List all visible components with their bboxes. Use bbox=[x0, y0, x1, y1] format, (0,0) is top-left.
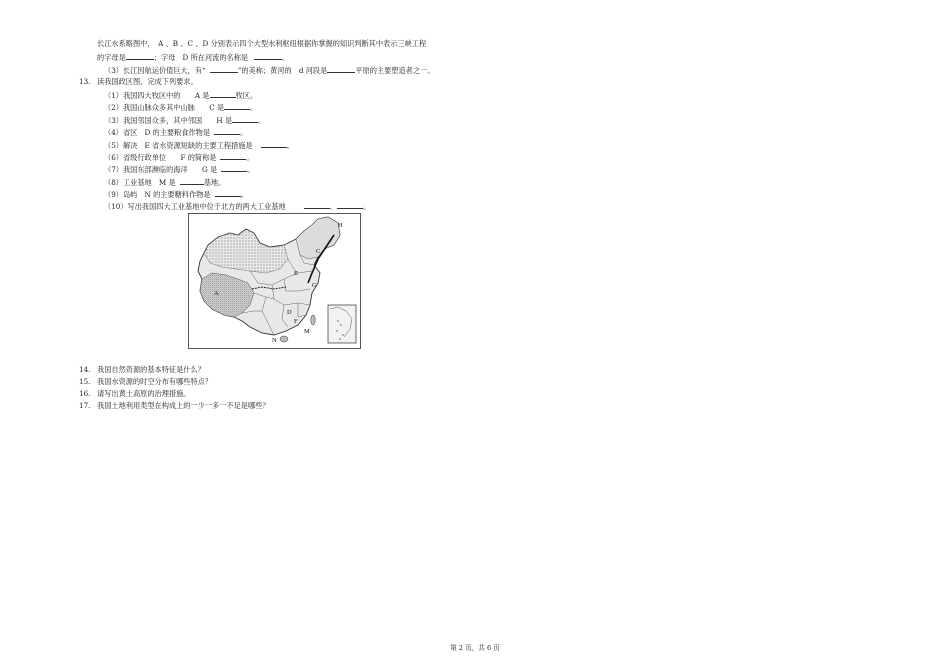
q13-item-text: （4）省区 D 的主要粮食作物是 bbox=[104, 128, 211, 137]
q13-item-end: 。 bbox=[246, 153, 254, 162]
q12-line2-a: 的字母是 bbox=[97, 53, 126, 62]
question-number: 13. bbox=[79, 77, 91, 86]
map-label-c: C bbox=[316, 248, 321, 255]
answer-blank[interactable] bbox=[221, 164, 247, 172]
q13-item-end: 。 bbox=[258, 116, 266, 125]
map-label-e: E bbox=[294, 270, 298, 277]
answer-blank[interactable] bbox=[232, 115, 258, 123]
answer-blank[interactable] bbox=[254, 52, 282, 60]
answer-blank[interactable] bbox=[261, 140, 287, 148]
q13-item-4 bbox=[104, 127, 247, 136]
page-footer: 第 2 页，共 6 页 bbox=[450, 644, 500, 652]
map-label-f: F bbox=[294, 318, 298, 325]
q13-item-end: 。 bbox=[240, 128, 248, 137]
q13-item-text: （10）写出我国四大工业基地中位于北方的两大工业基地 bbox=[104, 202, 286, 211]
q13-item-2 bbox=[104, 102, 257, 111]
q13-item-end: 。 bbox=[250, 103, 258, 112]
q12-line2 bbox=[97, 52, 289, 61]
answer-blank[interactable] bbox=[224, 102, 250, 110]
q13-item-end: 基地。 bbox=[203, 178, 226, 187]
question-number: 15. bbox=[79, 377, 91, 386]
question-number: 14. bbox=[79, 365, 91, 374]
q13-item-9 bbox=[104, 189, 248, 198]
answer-blank[interactable] bbox=[180, 177, 204, 185]
q13-item-text: （1）我国四大牧区中的 A 是 bbox=[104, 91, 210, 100]
q12-line3-b: ”的美称；黄河的 d 河段是 bbox=[237, 66, 328, 75]
q13-item-text: （3）我国邻国众多，其中邻国 H 是 bbox=[104, 116, 233, 125]
answer-blank[interactable] bbox=[337, 201, 363, 209]
q12-line2-b: ；字母 D 所在河流的名称是 bbox=[153, 53, 249, 62]
q13-item-text: （7）我国东部濒临的海洋 G 是 bbox=[104, 165, 218, 174]
q12-line3-c: 平原的主要塑造者之一。 bbox=[355, 66, 435, 75]
q12-line2-end: 。 bbox=[282, 53, 290, 62]
question-14-text: 我国自然资源的基本特征是什么？ bbox=[97, 365, 205, 374]
q13-item-text: （9）岛屿 N 的主要糖料作物是 bbox=[104, 190, 211, 199]
map-label-a: A bbox=[214, 290, 219, 297]
answer-blank[interactable] bbox=[210, 90, 236, 98]
answer-blank[interactable] bbox=[215, 189, 241, 197]
question-17-text: 我国土地利用类型在构成上的一少一多一不足是哪些？ bbox=[97, 401, 270, 410]
q13-item-text: （6）省级行政单位 F 的简称是 bbox=[104, 153, 217, 162]
q13-item-text: （8）工业基地 M 是 bbox=[104, 178, 176, 187]
question-15-text: 我国水资源的时空分布有哪些特点？ bbox=[97, 377, 213, 386]
south-china-sea-inset bbox=[328, 305, 356, 343]
answer-blank[interactable] bbox=[220, 152, 246, 160]
hainan-island bbox=[280, 336, 288, 342]
q13-item-1 bbox=[104, 90, 257, 99]
q13-item-text: （2）我国山脉众多其中山脉 C 是 bbox=[104, 103, 225, 112]
map-label-g: G bbox=[312, 282, 317, 289]
q13-item-3 bbox=[104, 115, 265, 124]
q13-item-8 bbox=[104, 177, 225, 186]
q13-item-end: 。 bbox=[240, 190, 248, 199]
china-political-map bbox=[188, 213, 361, 349]
q13-item-6 bbox=[104, 152, 254, 161]
answer-blank[interactable] bbox=[126, 52, 154, 60]
map-label-n: N bbox=[272, 337, 277, 344]
q13-item-end: 牧区。 bbox=[235, 91, 258, 100]
question-number: 17. bbox=[79, 401, 91, 410]
answer-blank[interactable] bbox=[210, 65, 238, 73]
q12-line3-a: （3）长江因航运价值巨大，有“ bbox=[104, 66, 206, 75]
question-number: 16. bbox=[79, 389, 91, 398]
q13-item-end: 。 bbox=[247, 165, 255, 174]
answer-blank[interactable] bbox=[304, 201, 330, 209]
q12-line3 bbox=[104, 65, 434, 74]
question-16-text: 请写出黄土高原的治理措施。 bbox=[97, 389, 191, 398]
q13-item-end: 。 bbox=[286, 141, 294, 150]
q13-item-5 bbox=[104, 140, 294, 149]
map-label-h: H bbox=[338, 222, 343, 229]
q12-line1: 长江水系略图中， A 、B 、C 、D 分别表示四个大型水利枢纽根据你掌握的知识判断其中表示三峡工程 bbox=[97, 39, 427, 48]
answer-blank[interactable] bbox=[214, 127, 240, 135]
q13-item-text: （5）解决 E 省水资源短缺的主要工程措施是 bbox=[104, 141, 253, 150]
q13-item-sep: 、 bbox=[329, 202, 337, 211]
taiwan-island bbox=[311, 315, 315, 325]
map-label-d: D bbox=[287, 309, 292, 316]
q13-item-10 bbox=[104, 201, 370, 210]
q13-item-7 bbox=[104, 164, 254, 173]
q13-title: 读我国政区图，完成下列要求。 bbox=[97, 77, 198, 86]
answer-blank[interactable] bbox=[327, 65, 355, 73]
q13-item-end: 。 bbox=[362, 202, 371, 211]
map-label-m: M bbox=[304, 328, 310, 335]
